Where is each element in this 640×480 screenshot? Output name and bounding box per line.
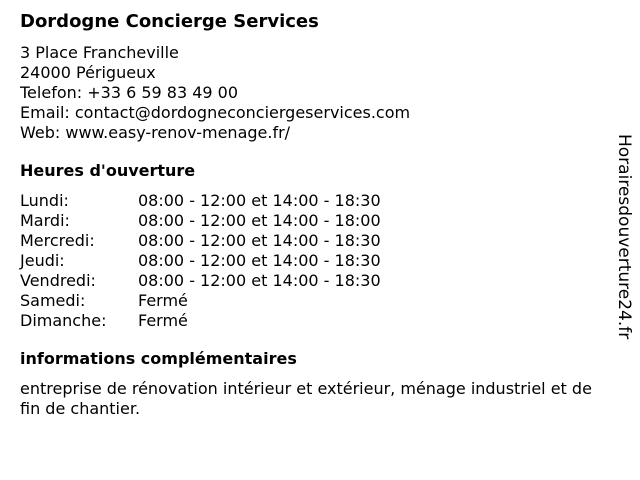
hours-row-friday (20, 271, 610, 291)
day-hours: 08:00 - 12:00 et 14:00 - 18:30 (138, 271, 381, 290)
hours-row-tuesday (20, 211, 610, 231)
day-hours: 08:00 - 12:00 et 14:00 - 18:30 (138, 251, 381, 270)
phone-number: Telefon: +33 6 59 83 49 00 (20, 83, 239, 102)
day-label: Mardi: (20, 211, 70, 230)
day-hours: 08:00 - 12:00 et 14:00 - 18:30 (138, 231, 381, 250)
day-label: Lundi: (20, 191, 69, 210)
additional-info-text: entreprise de rénovation intérieur et extérieur, ménage industriel et de fin de chantier. (20, 379, 592, 418)
day-label: Vendredi: (20, 271, 96, 290)
address-city: 24000 Périgueux (20, 63, 156, 82)
business-listing (20, 10, 610, 419)
business-name: Dordogne Concierge Services (20, 11, 319, 32)
day-label: Jeudi: (20, 251, 65, 270)
hours-row-wednesday (20, 231, 610, 251)
day-hours: Fermé (138, 291, 188, 310)
website-url: Web: www.easy-renov-menage.fr/ (20, 123, 291, 142)
day-hours: 08:00 - 12:00 et 14:00 - 18:30 (138, 191, 381, 210)
day-label: Mercredi: (20, 231, 95, 250)
opening-hours-table (20, 191, 610, 331)
address-street: 3 Place Francheville (20, 43, 179, 62)
hours-row-thursday (20, 251, 610, 271)
hours-row-sunday (20, 311, 610, 331)
contact-block (20, 43, 610, 143)
email-address: Email: contact@dordogneconciergeservices.com (20, 103, 411, 122)
opening-hours-heading: Heures d'ouverture (20, 161, 196, 180)
day-label: Dimanche: (20, 311, 107, 330)
hours-row-saturday (20, 291, 610, 311)
day-label: Samedi: (20, 291, 86, 310)
site-watermark: Horairesdouverture24.fr (614, 134, 634, 340)
hours-row-monday (20, 191, 610, 211)
day-hours: Fermé (138, 311, 188, 330)
additional-info-heading: informations complémentaires (20, 349, 297, 368)
day-hours: 08:00 - 12:00 et 14:00 - 18:00 (138, 211, 381, 230)
